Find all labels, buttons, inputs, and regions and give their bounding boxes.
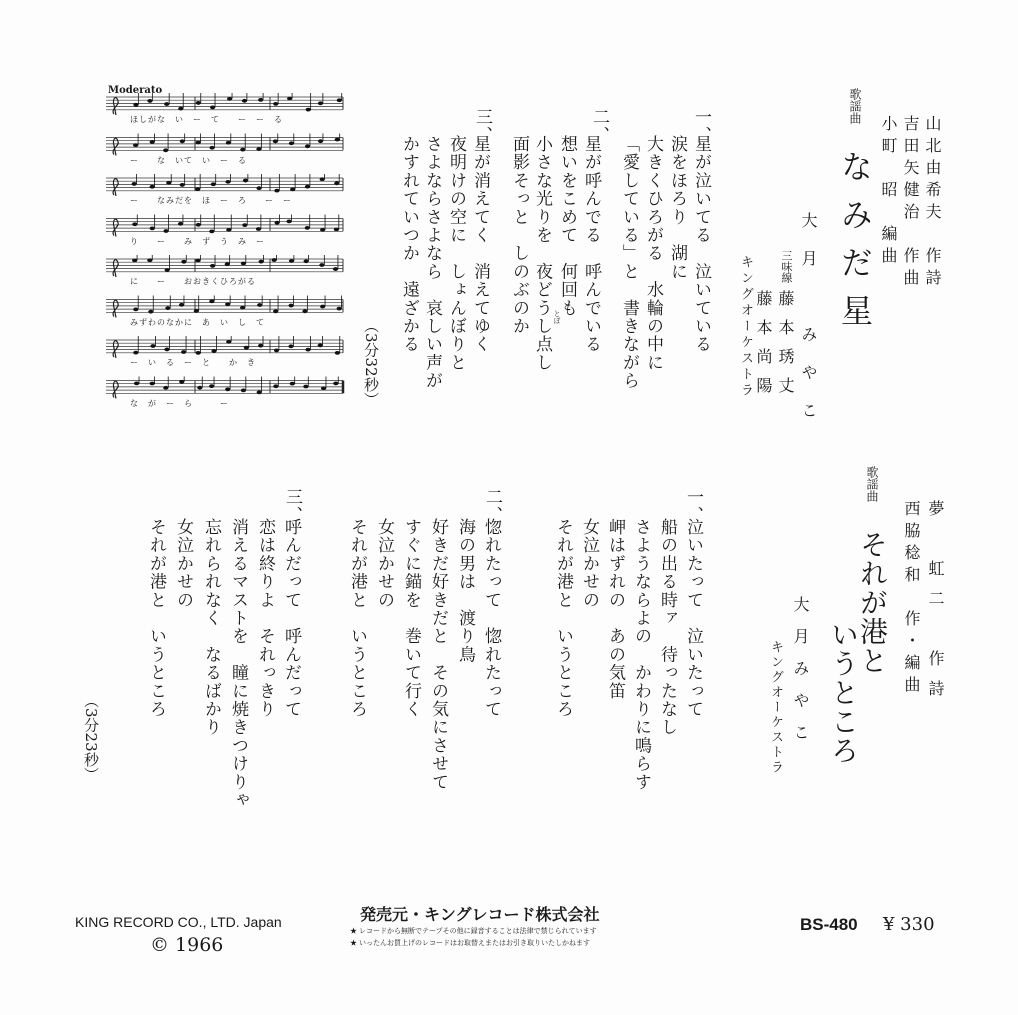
lyric-line: 想いをこめて 何回も (557, 135, 577, 317)
lyric-line: 星が呼んでる 呼んでいる (581, 135, 601, 354)
score-lyric-underlay: ー な いて い ー る (130, 155, 247, 165)
lyric-line: 小さな光りを 夜どうし点し (532, 135, 552, 372)
staff (106, 377, 343, 399)
note (334, 228, 339, 232)
song1-composer: 吉田矢健治 作曲 (901, 115, 920, 291)
note (288, 344, 293, 348)
lyric-line: それが港と いうところ (347, 518, 367, 719)
note (133, 143, 138, 147)
staff (106, 215, 343, 237)
note (132, 222, 137, 226)
note (304, 259, 309, 263)
song1-genre: 歌謡曲 (848, 88, 862, 124)
note (163, 148, 168, 152)
song1-orchestra: キングオーケストラ (738, 255, 753, 399)
note (320, 305, 325, 309)
note (303, 385, 308, 389)
song2-orchestra: キングオーケストラ (768, 640, 783, 775)
note (289, 259, 294, 263)
song1-arranger: 小町 昭 編曲 (879, 115, 898, 269)
lyric-line: 星が泣いてる 泣いている (691, 135, 711, 354)
note (148, 310, 153, 314)
score-lyric-underlay: に ー おおきくひろがる (130, 277, 256, 286)
note (287, 97, 292, 101)
note (226, 340, 231, 344)
price: ¥ 330 (883, 914, 935, 935)
staff (106, 296, 343, 318)
lyric-line: 海の男は 渡り鳥 (455, 518, 475, 664)
note (273, 309, 278, 313)
note (274, 221, 279, 225)
staff (106, 93, 343, 115)
note (180, 183, 185, 187)
note (225, 387, 230, 391)
note (209, 229, 214, 233)
note (211, 182, 216, 186)
note (150, 382, 155, 386)
score-lyric-underlay: みずわのなかに あ い し て (130, 317, 265, 327)
song1-shamisen-2: 藤本尚陽 (754, 290, 773, 406)
note (335, 351, 340, 355)
note (163, 386, 168, 390)
note (320, 177, 325, 181)
note (243, 179, 248, 183)
note (321, 386, 326, 390)
note (133, 351, 138, 355)
verse-number: 一、 (683, 488, 703, 525)
lyric-line: 夜明けの空に しょんぼりと (446, 135, 466, 372)
note (244, 346, 249, 350)
note (194, 309, 199, 313)
note (273, 384, 278, 388)
note (147, 99, 152, 103)
lyric-line: すぐに錨を 巻いて行く (401, 518, 421, 719)
distributor: 発売元・キングレコード株式会社 (360, 907, 600, 924)
lyric-line: かすれていつか 遠ざかる (399, 135, 419, 354)
note (289, 141, 294, 145)
note (302, 309, 307, 313)
note (305, 348, 310, 352)
note (209, 299, 214, 303)
note (197, 386, 202, 390)
lyric-line: それが港と いうところ (553, 518, 573, 719)
score-lyric-underlay: ー い る ー と か き (130, 358, 256, 367)
note (150, 344, 155, 348)
sheet-music (100, 85, 360, 415)
note (286, 219, 291, 223)
note (273, 102, 278, 106)
note (258, 344, 263, 348)
note (196, 141, 201, 145)
note (210, 105, 215, 109)
notice-copying: ★ レコードから無断でテープその他に録音することは法律で禁じられています (350, 928, 597, 935)
note (196, 351, 201, 355)
note (134, 381, 139, 385)
note (256, 227, 261, 231)
lyric-line: 忘れられなく なるばかり (201, 518, 221, 737)
note (290, 187, 295, 191)
note (165, 306, 170, 310)
verse-number: 二、 (482, 488, 502, 525)
note (132, 259, 137, 263)
note (181, 260, 186, 264)
note (179, 380, 184, 384)
lyric-line: さよならさよなら 哀しい声が (422, 135, 442, 390)
song1-shamisen-1: 藤本琇丈 (776, 290, 795, 406)
note (225, 302, 230, 306)
note (318, 101, 323, 105)
company-name: KING RECORD CO., LTD. Japan (75, 914, 282, 930)
note (272, 258, 277, 262)
note (181, 350, 186, 354)
verse-number: 一、 (691, 108, 711, 145)
note (195, 187, 200, 191)
note (227, 97, 232, 101)
lyric-line: 船の出る時ァ 待ったなし (657, 518, 677, 737)
lyric-line: 「愛している」と 書きながら (619, 135, 639, 390)
song2-title-line-1: それが港と (856, 530, 889, 675)
note (240, 148, 245, 152)
note (289, 304, 294, 308)
song2-duration: （3分23秒） (82, 693, 100, 782)
score-lyric-underlay: り ー み ず う み ー (130, 236, 265, 246)
lyric-line: 面影そっと しのぶのか (509, 135, 529, 336)
note (306, 108, 311, 112)
note (305, 226, 310, 230)
note (147, 258, 152, 262)
lyric-line: 大きくひろがる 水輪の中に (643, 135, 663, 372)
song2-title-line-2: いうところ (827, 620, 860, 765)
note (241, 262, 246, 266)
lyric-line: 女泣かせの (374, 518, 394, 609)
note (210, 264, 215, 268)
note (318, 139, 323, 143)
note (226, 141, 231, 145)
note (226, 228, 231, 232)
verse-number: 三、 (282, 488, 302, 525)
note (178, 222, 183, 226)
song1-title: なみだ星 (836, 150, 874, 342)
song2-genre: 歌謡曲 (865, 466, 879, 502)
note (150, 226, 155, 230)
lyric-line: 女泣かせの (173, 518, 193, 609)
note (273, 139, 278, 143)
note (196, 223, 201, 227)
lyric-line: 女泣かせの (579, 518, 599, 609)
note (178, 107, 183, 111)
note (290, 382, 295, 386)
note (242, 99, 247, 103)
score-lyric-underlay: な が ー ら ー (130, 398, 229, 408)
lyric-line: 星が消えてく 消えてゆく (470, 135, 490, 354)
note (257, 303, 262, 307)
note (195, 259, 200, 263)
song1-shamisen-label: 三味線 (780, 250, 793, 283)
note (180, 139, 185, 143)
note (150, 185, 155, 189)
note (337, 98, 342, 102)
lyric-line: 好きだ好きだと その気にさせて (428, 518, 448, 791)
copyright: © 1966 (150, 934, 224, 956)
song2-singer: 大 月 み や こ (791, 596, 810, 740)
note (319, 263, 324, 267)
note (334, 181, 339, 185)
note (240, 306, 245, 310)
note (225, 262, 230, 266)
lyric-line: 消えるマストを 瞳に焼きつけりゃ (228, 518, 248, 810)
verse-number: 二、 (589, 108, 609, 145)
note (242, 223, 247, 227)
note (165, 268, 170, 272)
note (133, 103, 138, 107)
note (274, 189, 279, 193)
note (256, 147, 261, 151)
staff (106, 336, 343, 358)
ruby: とぼ (553, 310, 561, 324)
note (335, 138, 340, 142)
note (166, 181, 171, 185)
note (163, 229, 168, 233)
song1-singer: 大月 みやこ (799, 212, 818, 440)
lyric-line: それが港と いうところ (146, 518, 166, 719)
note (256, 186, 261, 190)
tempo-marking: Moderato (108, 85, 163, 96)
note (259, 260, 264, 264)
note (133, 307, 138, 311)
lyric-line: 泣いたって 泣いたって (683, 518, 703, 719)
lyric-line: 涙をほろり 湖に (667, 135, 687, 281)
note (305, 144, 310, 148)
lyric-line: 呼んだって 呼んだって (281, 518, 301, 719)
note (258, 98, 263, 102)
song1-duration: （3分32秒） (362, 318, 380, 407)
score-lyric-underlay: ー なみだを ほ ー ろ ー ー (130, 196, 292, 205)
score-lyric-underlay: ほしがな い ー て ー ー る (130, 115, 283, 124)
song2-lyricist: 夢 虹二 作詩 (926, 500, 945, 710)
note (211, 349, 216, 353)
note (196, 101, 201, 105)
lyric-line: 恋は終りよ それっきり (255, 518, 275, 719)
staff (106, 174, 343, 196)
note (305, 185, 310, 189)
lyric-line: 惚れたって 惚れたって (481, 518, 501, 719)
note (320, 228, 325, 232)
note (210, 146, 215, 150)
note (241, 388, 246, 392)
note (333, 267, 338, 271)
verse-number: 三、 (472, 108, 492, 145)
notice-returns: ★ いったんお買上げのレコードはお取替えまたはお引き取りいたしかねます (350, 940, 590, 947)
note (132, 182, 137, 186)
note (164, 348, 169, 352)
note (274, 348, 279, 352)
note (164, 102, 169, 106)
note (318, 344, 323, 348)
song2-composer: 西脇稔和 作・編曲 (902, 500, 921, 698)
catalog-number: BS-480 (800, 915, 858, 934)
note (225, 180, 230, 184)
staff (106, 255, 343, 277)
note (209, 384, 214, 388)
note (333, 382, 338, 386)
note (179, 303, 184, 307)
note (337, 307, 342, 311)
lyric-line: さようならよの かわりに鳴らす (631, 518, 651, 791)
lyric-line: 岬はずれの あの気笛 (605, 518, 625, 700)
staff (106, 134, 343, 156)
note (150, 140, 155, 144)
note (257, 390, 262, 394)
song1-lyricist: 山北由希夫 作詩 (923, 115, 942, 291)
